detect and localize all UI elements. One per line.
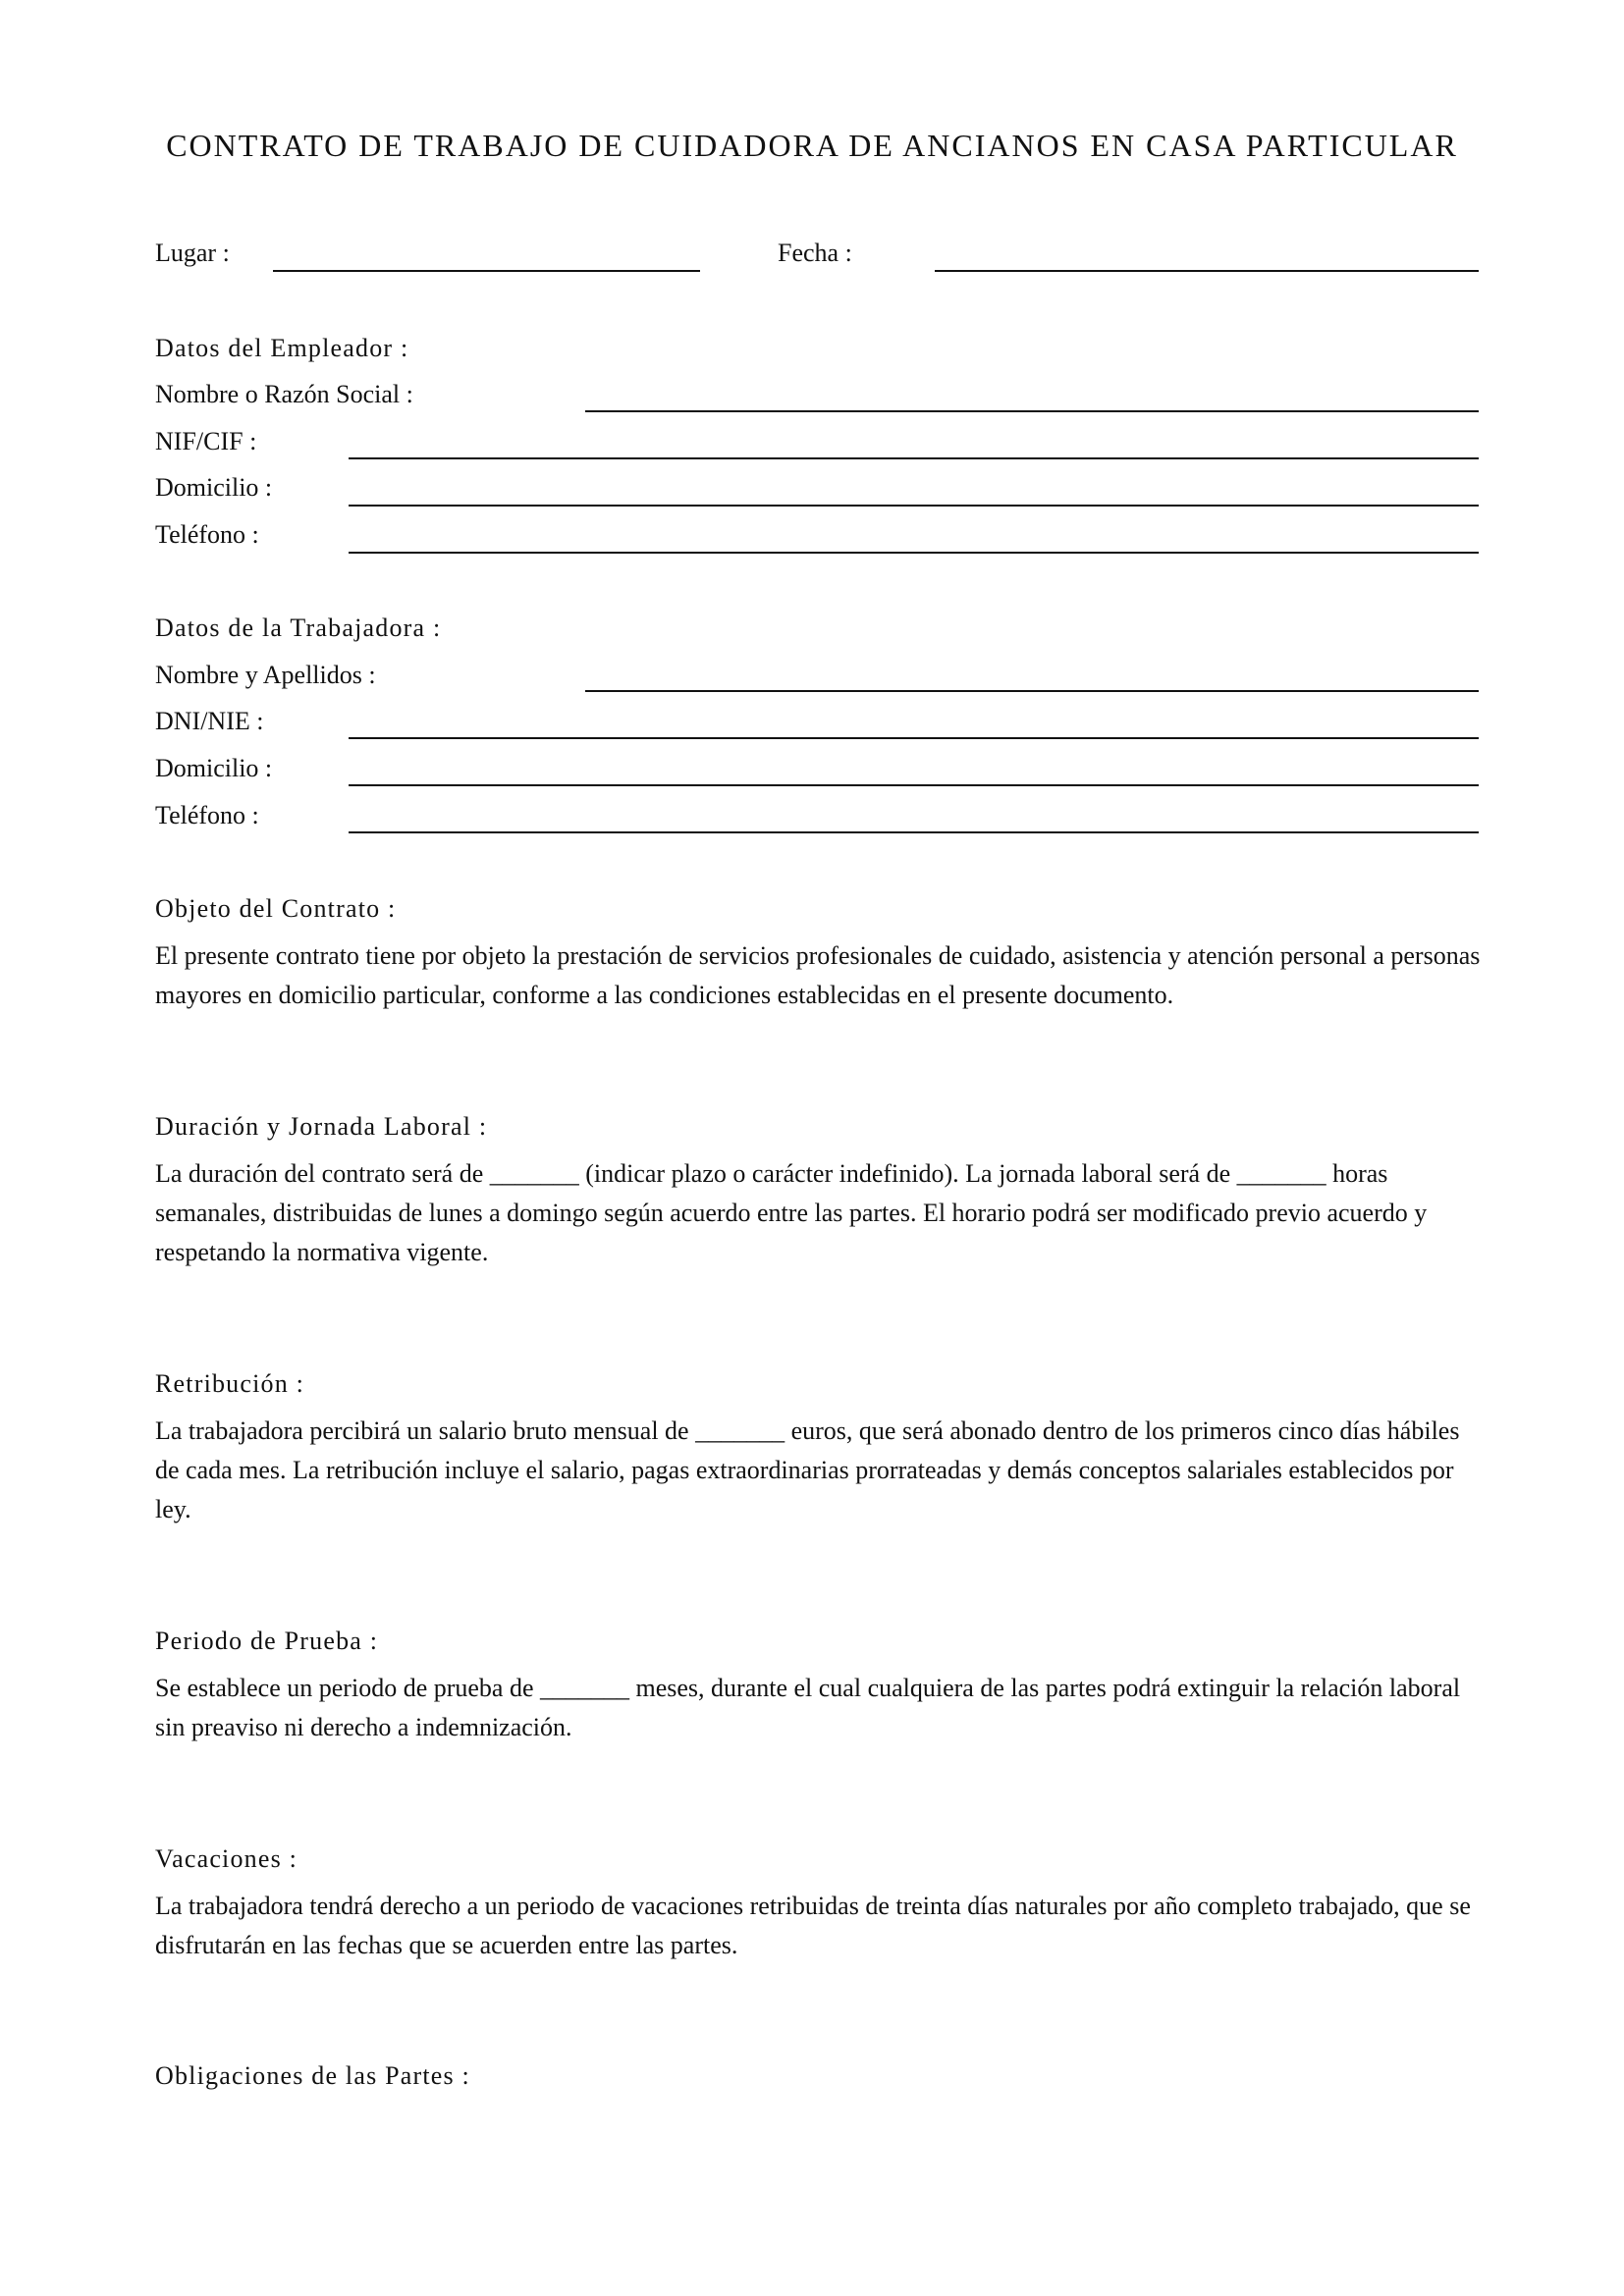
worker-id-field-line[interactable] <box>349 737 1479 739</box>
vacaciones-heading: Vacaciones : <box>155 1844 298 1873</box>
employer-phone-field-line[interactable] <box>349 552 1479 554</box>
worker-address-field-line[interactable] <box>349 784 1479 786</box>
duracion-heading: Duración y Jornada Laboral : <box>155 1112 488 1141</box>
date-field-line[interactable] <box>935 270 1479 272</box>
obligaciones-heading: Obligaciones de las Partes : <box>155 2061 470 2090</box>
worker-name-field-line[interactable] <box>585 690 1479 692</box>
worker-id-label: DNI/NIE : <box>155 707 264 735</box>
objeto-paragraph: El presente contrato tiene por objeto la prestación de servicios profesionales de cuidado, asistencia y atención personal a personas mayores en domicilio particular, conforme a las condiciones establecidas en el presente documento. <box>155 941 1481 1009</box>
place-label: Lugar : <box>155 239 230 267</box>
retribucion-heading: Retribución : <box>155 1369 305 1398</box>
prueba-heading: Periodo de Prueba : <box>155 1627 379 1655</box>
employer-phone-label: Teléfono : <box>155 520 259 549</box>
vacaciones-paragraph: La trabajadora tendrá derecho a un periodo de vacaciones retribuidas de treinta días naturales por año completo trabajado, que se disfrutarán en las fechas que se acuerden entre las partes. <box>155 1892 1471 1959</box>
retribucion-paragraph: La trabajadora percibirá un salario bruto mensual de _______ euros, que será abonado dentro de los primeros cinco días hábiles de cada mes. La retribución incluye el salario, pagas extraordinarias prorrateadas y demás conceptos salariales establecidos por ley. <box>155 1416 1460 1523</box>
date-label: Fecha : <box>778 239 852 267</box>
prueba-paragraph: Se establece un periodo de prueba de _______ meses, durante el cual cualquiera de las partes podrá extinguir la relación laboral sin preaviso ni derecho a indemnización. <box>155 1674 1461 1741</box>
worker-phone-label: Teléfono : <box>155 801 259 829</box>
worker-heading: Datos de la Trabajadora : <box>155 614 442 642</box>
document-title: CONTRATO DE TRABAJO DE CUIDADORA DE ANCIANOS EN CASA PARTICULAR <box>166 128 1458 163</box>
worker-phone-field-line[interactable] <box>349 831 1479 833</box>
employer-name-label: Nombre o Razón Social : <box>155 380 413 408</box>
employer-heading: Datos del Empleador : <box>155 334 409 362</box>
place-field-line[interactable] <box>273 270 700 272</box>
employer-address-label: Domicilio : <box>155 473 273 502</box>
employer-taxid-label: NIF/CIF : <box>155 427 257 455</box>
worker-address-label: Domicilio : <box>155 754 273 782</box>
worker-name-label: Nombre y Apellidos : <box>155 661 376 689</box>
employer-taxid-field-line[interactable] <box>349 457 1479 459</box>
employer-name-field-line[interactable] <box>585 410 1479 412</box>
objeto-heading: Objeto del Contrato : <box>155 894 397 923</box>
duracion-paragraph: La duración del contrato será de _______ (indicar plazo o carácter indefinido). La jornada laboral será de _______ horas semanales, distribuidas de lunes a domingo según acuerdo entre las partes. El horario podrá ser modificado previo acuerdo y respetando la normativa vigente. <box>155 1159 1428 1266</box>
employer-address-field-line[interactable] <box>349 505 1479 507</box>
